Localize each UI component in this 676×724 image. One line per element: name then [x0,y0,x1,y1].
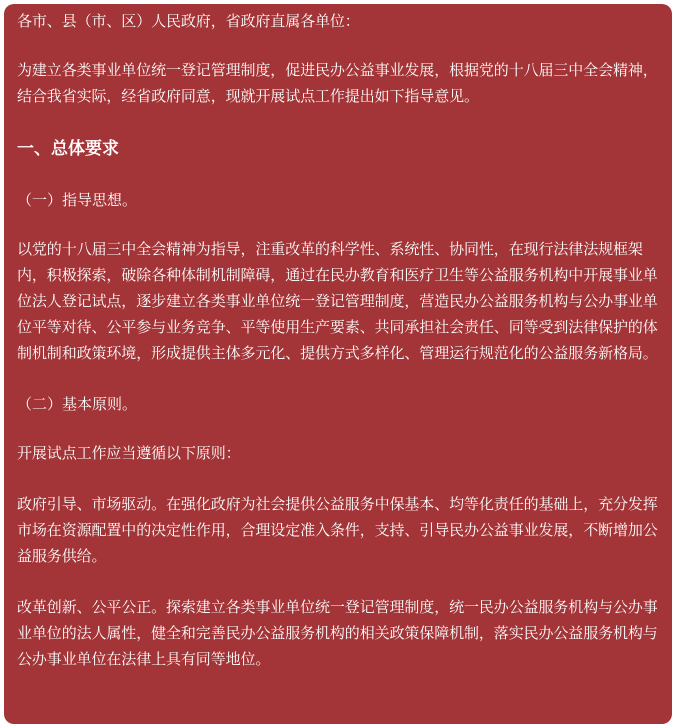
guiding-ideology-paragraph: 以党的十八届三中全会精神为指导，注重改革的科学性、系统性、协同性，在现行法律法规框架内，积极探索，破除各种体制机制障碍，通过在民办教育和医疗卫生等公益服务机构中开展事业单位法人登记试点，逐步建立各类事业单位统一登记管理制度，营造民办公益服务机构与公办事业单位平等对待、公平参与业务竞争、平等使用生产要素、共同承担社会责任、同等受到法律保护的体制机制和政策环境，形成提供主体多元化、提供方式多样化、管理运行规范化的公益服务新格局。 [17,240,658,362]
intro-paragraph: 为建立各类事业单位统一登记管理制度，促进民办公益事业发展，根据党的十八届三中全会精神，结合我省实际，经省政府同意，现就开展试点工作提出如下指导意见。 [17,61,658,105]
principles-lead-paragraph: 开展试点工作应当遵循以下原则： [17,444,241,462]
section-heading-general-requirements: 一、总体要求 [17,139,119,159]
document-card [4,4,672,724]
salutation: 各市、县（市、区）人民政府，省政府直属各单位： [17,12,360,30]
principle-reform-innovation: 改革创新、公平公正。探索建立各类事业单位统一登记管理制度，统一民办公益服务机构与公办事业单位的法人属性，健全和完善民办公益服务机构的相关政策保障机制，落实民办公益服务机构与公办事业单位在法律上具有同等地位。 [17,598,658,668]
subheading-guiding-ideology: （一）指导思想。 [17,191,138,209]
subheading-basic-principles: （二）基本原则。 [17,395,138,413]
principle-government-guidance: 政府引导、市场驱动。在强化政府为社会提供公益服务中保基本、均等化责任的基础上，充分发挥市场在资源配置中的决定性作用，合理设定准入条件，支持、引导民办公益事业发展，不断增加公益服务供给。 [17,495,658,565]
